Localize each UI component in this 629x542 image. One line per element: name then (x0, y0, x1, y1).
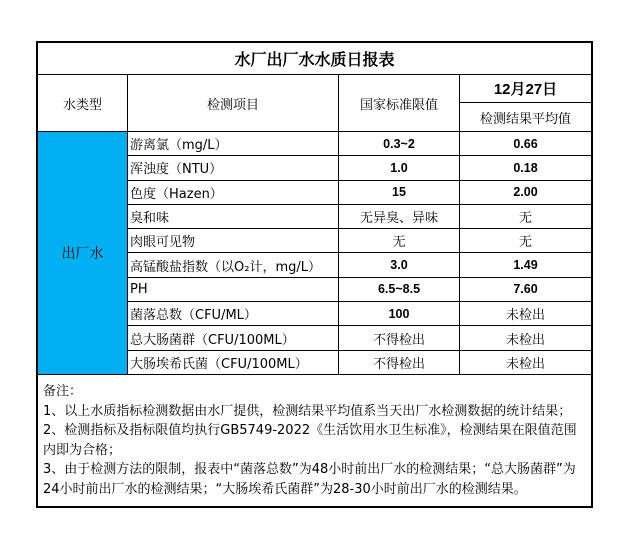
test-item-cell: 高锰酸盐指数（以O₂计，mg/L） (128, 253, 339, 276)
result-cell: 未检出 (505, 308, 545, 324)
limit-cell: 0.3~2 (339, 132, 460, 155)
test-item-cell: 总大肠菌群（CFU/100ML） (128, 326, 339, 349)
notes-label: 备注： (43, 384, 83, 399)
limit-cell: 不得检出 (339, 351, 460, 374)
test-item-cell: 臭和味 (128, 205, 339, 228)
result-cell: 1.49 (513, 258, 538, 273)
page-title: 水厂出厂水水质日报表 (38, 43, 591, 75)
header-result-avg: 检测结果平均值 (479, 111, 571, 127)
test-item-cell: 肉眼可见物 (128, 229, 339, 252)
table-row (128, 302, 591, 326)
limit-cell: 3.0 (339, 253, 460, 276)
note-line-3: 3、由于检测方法的限制，报表中“菌落总数”为48小时前出厂水的检测结果；“总大肠菌群”为24小时前出厂水的检测结果；“大肠埃希氏菌群”为28-30小时前出厂水的检测结果。 (43, 462, 576, 497)
result-cell: 未检出 (505, 356, 545, 372)
rows-container (128, 132, 591, 374)
table-header (38, 75, 591, 132)
test-item-cell: 菌落总数（CFU/ML） (128, 302, 339, 325)
limit-cell: 15 (339, 181, 460, 204)
table-row (128, 278, 591, 302)
limit-cell: 无异臭、异味 (339, 205, 460, 228)
table-row (128, 205, 591, 229)
table-row (128, 326, 591, 350)
table-row (128, 229, 591, 253)
limit-cell: 1.0 (339, 156, 460, 179)
test-item-cell: 浑浊度（NTU） (128, 156, 339, 179)
result-cell: 未检出 (505, 332, 545, 348)
test-item-cell: 色度（Hazen） (128, 181, 339, 204)
limit-cell: 6.5~8.5 (339, 278, 460, 301)
water-quality-report-table (36, 41, 593, 508)
header-water-type: 水类型 (38, 75, 128, 131)
table-row (128, 156, 591, 180)
header-date: 12月27日 (460, 75, 591, 103)
test-item-cell: PH (128, 278, 339, 301)
notes-section (38, 375, 591, 506)
result-cell: 0.66 (513, 136, 538, 151)
result-cell: 0.18 (513, 160, 538, 175)
header-test-item: 检测项目 (128, 75, 339, 131)
note-line-2: 2、检测指标及指标限值均执行GB5749-2022《生活饮用水卫生标准》，检测结果在限值范围内即为合格； (43, 423, 577, 458)
note-line-1: 1、以上水质指标检测数据由水厂提供，检测结果平均值系当天出厂水检测数据的统计结果； (43, 403, 572, 419)
limit-cell: 无 (339, 229, 460, 252)
result-cell: 2.00 (513, 185, 538, 200)
table-body (38, 132, 591, 375)
header-national-limit: 国家标准限值 (339, 75, 460, 131)
table-row (128, 132, 591, 156)
header-result-group (460, 75, 591, 131)
water-type-cell: 出厂水 (38, 132, 128, 374)
result-cell: 无 (518, 235, 532, 251)
limit-cell: 100 (339, 302, 460, 325)
result-cell: 无 (518, 211, 532, 227)
result-cell: 7.60 (513, 282, 538, 297)
limit-cell: 不得检出 (339, 326, 460, 349)
test-item-cell: 大肠埃希氏菌（CFU/100ML） (128, 351, 339, 374)
table-row (128, 253, 591, 277)
table-row (128, 181, 591, 205)
table-row (128, 351, 591, 374)
test-item-cell: 游离氯（mg/L） (128, 132, 339, 155)
